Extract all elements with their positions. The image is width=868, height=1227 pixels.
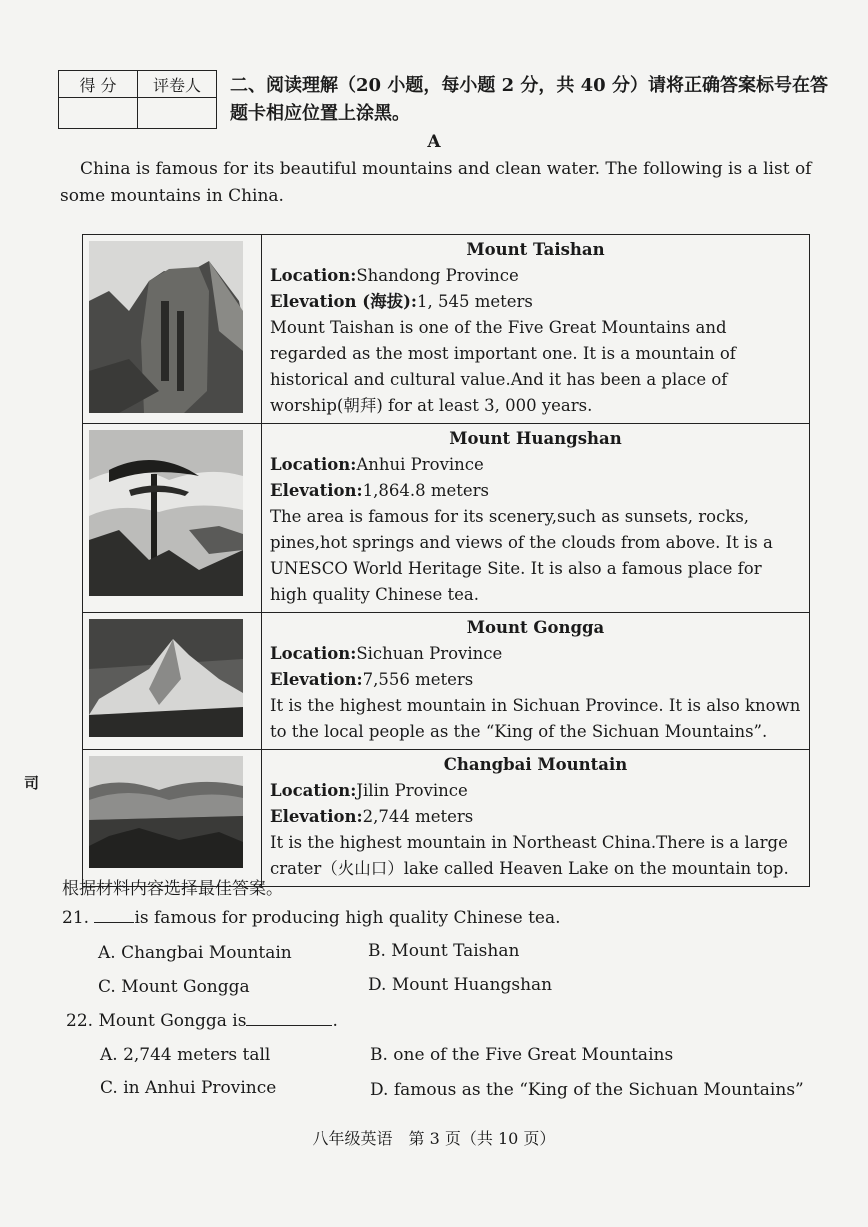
- gongga-photo: [89, 619, 243, 737]
- grader-label: 评卷人: [138, 71, 217, 98]
- location-value: Shandong Province: [356, 266, 519, 285]
- elevation-line: [270, 804, 801, 830]
- mountain-photo-cell: [83, 613, 262, 750]
- answer-blank: [94, 908, 134, 923]
- mountain-info-cell: [262, 750, 810, 887]
- part-title: A: [427, 132, 441, 152]
- elevation-label: Elevation:: [270, 807, 363, 826]
- location-value: Jilin Province: [356, 781, 468, 800]
- margin-character: 司: [24, 774, 40, 792]
- location-line: [270, 452, 801, 478]
- option-c[interactable]: C. Mount Gongga: [98, 977, 250, 997]
- question-22: [66, 1011, 338, 1031]
- mountain-photo-cell: [83, 235, 262, 424]
- location-value: Sichuan Province: [356, 644, 503, 663]
- mountain-row: [83, 424, 810, 613]
- mountain-name: Mount Taishan: [466, 240, 605, 259]
- mountain-photo-cell: [83, 750, 262, 887]
- taishan-photo: [89, 241, 243, 413]
- mountain-name: Mount Gongga: [466, 618, 605, 637]
- option-d[interactable]: D. famous as the “King of the Sichuan Mountains”: [370, 1080, 804, 1100]
- mountain-row: [83, 750, 810, 887]
- mountain-name: Mount Huangshan: [449, 429, 622, 448]
- mountain-photo-cell: [83, 424, 262, 613]
- mountain-info-cell: [262, 424, 810, 613]
- huangshan-photo: [89, 430, 243, 596]
- elevation-label: Elevation:: [270, 481, 363, 500]
- question-stem-end: .: [332, 1011, 338, 1031]
- location-value: Anhui Province: [356, 455, 484, 474]
- question-stem: is famous for producing high quality Chinese tea.: [134, 908, 561, 928]
- mountain-name: Changbai Mountain: [443, 755, 628, 774]
- option-b[interactable]: B. one of the Five Great Mountains: [370, 1045, 674, 1065]
- score-label: 得 分: [59, 71, 138, 98]
- mountain-row: [83, 613, 810, 750]
- elevation-label: Elevation (海拔):: [270, 292, 417, 311]
- location-label: Location:: [270, 781, 357, 800]
- location-label: Location:: [270, 266, 357, 285]
- mountain-description: It is the highest mountain in Northeast China.There is a large crater（火山口）lake called Heaven Lake on the mountain top.: [270, 833, 789, 878]
- option-a[interactable]: A. Changbai Mountain: [98, 943, 292, 963]
- question-number: 22.: [66, 1011, 94, 1031]
- elevation-value: 2,744 meters: [362, 807, 474, 826]
- instruction-text: 根据材料内容选择最佳答案。: [62, 879, 283, 899]
- elevation-value: 7,556 meters: [362, 670, 474, 689]
- elevation-value: 1,864.8 meters: [362, 481, 489, 500]
- mountain-info-cell: [262, 235, 810, 424]
- location-line: [270, 263, 801, 289]
- elevation-value: 1, 545 meters: [416, 292, 533, 311]
- intro-paragraph: China is famous for its beautiful mountains and clean water. The following is a list of some mountains in China.: [60, 159, 812, 206]
- grader-blank-cell: [138, 98, 217, 129]
- changbai-photo: [89, 756, 243, 868]
- mountain-table: [82, 234, 810, 887]
- location-line: [270, 778, 801, 804]
- mountain-description: It is the highest mountain in Sichuan Province. It is also known to the local people as the “King of the Sichuan Mountains”.: [270, 696, 801, 741]
- question-stem: Mount Gongga is: [98, 1011, 247, 1031]
- location-label: Location:: [270, 644, 357, 663]
- location-label: Location:: [270, 455, 357, 474]
- option-b[interactable]: B. Mount Taishan: [368, 941, 520, 961]
- elevation-label: Elevation:: [270, 670, 363, 689]
- section-heading: 二、阅读理解（20 小题，每小题 2 分，共 40 分）请将正确答案标号在答题卡相应位置上涂黑。: [230, 75, 828, 124]
- option-a[interactable]: A. 2,744 meters tall: [100, 1045, 271, 1065]
- mountain-info-cell: [262, 613, 810, 750]
- option-d[interactable]: D. Mount Huangshan: [368, 975, 553, 995]
- score-box: [58, 70, 217, 129]
- elevation-line: [270, 289, 801, 315]
- elevation-line: [270, 667, 801, 693]
- elevation-line: [270, 478, 801, 504]
- page-footer: 八年级英语 第 3 页（共 10 页）: [312, 1129, 556, 1148]
- question-21: [62, 908, 561, 928]
- mountain-description: Mount Taishan is one of the Five Great Mountains and regarded as the most important one. It is a mountain of historical and cultural value.And it has been a place of worship(朝拜) for at least 3, 000 years.: [270, 318, 736, 415]
- score-blank-cell: [59, 98, 138, 129]
- mountain-row: [83, 235, 810, 424]
- answer-blank: [246, 1011, 332, 1026]
- option-c[interactable]: C. in Anhui Province: [100, 1078, 277, 1098]
- location-line: [270, 641, 801, 667]
- mountain-description: The area is famous for its scenery,such as sunsets, rocks, pines,hot springs and views of the clouds from above. It is a UNESCO World Heritage Site. It is also a famous place for high quality Chinese tea.: [270, 507, 773, 604]
- question-number: 21.: [62, 908, 90, 928]
